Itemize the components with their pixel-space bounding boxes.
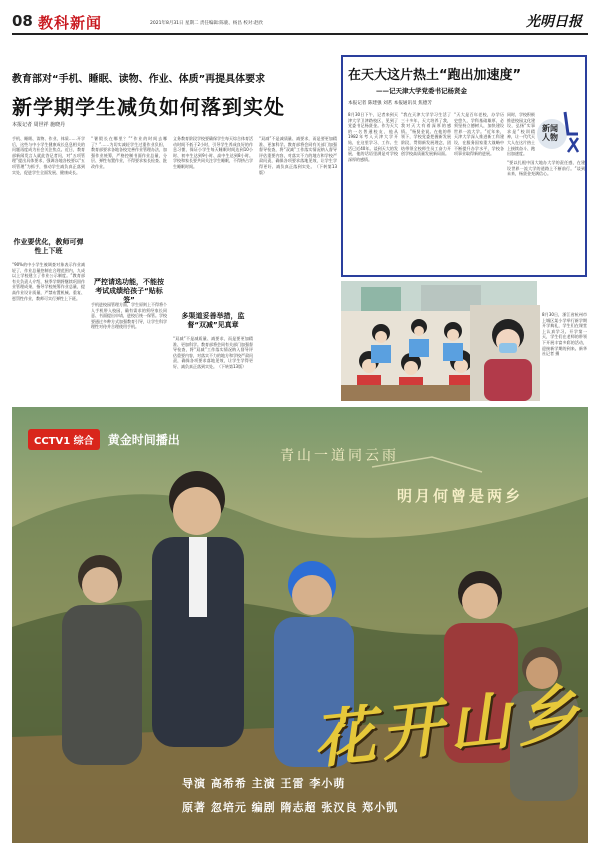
feature-col1-text: 8月30日下午，记者来到天津大学卫津路校区，见到了党委书记杨贤金。作为天大的一名普通校友，他从1982年考入天津大学开始，在这里学习、工作、生活已近40年。谈到天大的发展，他的话语里满是对学校深厚的感情。 bbox=[348, 112, 398, 162]
teacher-photo bbox=[470, 305, 540, 401]
drama-ad bbox=[12, 407, 588, 843]
page-number: 08 bbox=[12, 12, 33, 30]
story-col2-text2: 手机进校园管理方面，学生原则上不得将个人手机带入校园，确有需求的须经家长同意、书面提出申请，进校后统一保管。学校要通过多种方式加强教育引导，让学生科学理性对待并合理使用手机。 bbox=[91, 302, 167, 330]
news-person-stamp bbox=[534, 108, 586, 156]
feature-col3-text: “天大是百年老校，办学历史悠久，学科基础雄厚，必须坚持立德树人，加快建设世界一流大学。”近年来，天津大学深入推进新工科建设，在服务国家重大战略中不断提升办学水平，学校各项事业取得新的进展。 bbox=[454, 112, 504, 157]
ad-tagline-1: 青山一道同云雨 bbox=[280, 448, 399, 464]
masthead-logo: 光明日报 bbox=[526, 14, 582, 30]
feature-subtitle: ——记天津大学党委书记杨贤金 bbox=[376, 87, 467, 95]
ad-credits-1: 导演 高希希 主演 王雷 李小萌 bbox=[182, 777, 346, 790]
issue-meta: 2021年8月31日 星期二 责任编辑:陈鹿、杨昌 校对:赵欣 bbox=[150, 21, 263, 26]
story-subhead-1: 作业要优化，教师可弹性上下班 bbox=[13, 238, 84, 255]
feature-col2-text: “我在天津大学学习生活了三十多年，天大培养了我，我对天大有着深厚的感情。”杨贤金说。在他的带领下，学校党委把握新发展阶段，贯彻新发展理念，团结带领全校师生员工奋力开创学校高质量发展新局面。 bbox=[401, 112, 451, 157]
story-kicker: 教育部对“手机、睡眠、读物、作业、体质”再提具体要求 bbox=[12, 74, 266, 85]
ad-slot: 黄金时间播出 bbox=[107, 433, 180, 447]
ad-tagline-2: 明月何曾是两乡 bbox=[397, 487, 524, 505]
story-headline: 新学期学生减负如何落到实处 bbox=[12, 95, 285, 119]
story-subhead-2: 严控请选功能，不能按考试成绩给孩子“贴标签” bbox=[94, 278, 164, 304]
feature-col4-text: 同时，学校积极推进校园文化建设，弘扬“实事求是”校训精神，让一代代天大人在这片热土上接续奋斗、跑出加速度。 bbox=[507, 112, 535, 157]
story-byline: 本报记者 周世祥 施晓丹 bbox=[12, 122, 66, 128]
section-title: 教科新闻 bbox=[38, 14, 103, 32]
story-subhead-3: 多渠道妥善举措，监督“双减”见真章 bbox=[181, 312, 245, 329]
ad-title: 花开山乡 bbox=[309, 675, 588, 777]
stamp-text: 新闻人物 bbox=[542, 124, 558, 142]
ad-credits-2: 原著 忽培元 编剧 隋志超 张汉良 郑小凯 bbox=[182, 801, 399, 814]
story-col2-text: “暑假长在哪里？”“作业的时间去哪了？”……为切实减轻学生过重作业负担，教育部要求各地各校完善作业管理办法，加强作业统筹，严格控制书面作业总量，分层、弹性布置作业，不得要求家长检查、批改作业。 bbox=[91, 136, 167, 169]
story-col1-text: 手机、睡眠、读物、作业、体质……开学后，这些与中小学生健康成长息息相关的问题再度成为社会关注焦点。近日，教育部新闻发言人就此答记者问，对“五项管理”提出具体要求，强调各地各校要以“五项管理”为抓手，推动学生减负真正落到实处，促进学生全面发展、健康成长。 bbox=[12, 136, 85, 175]
story-col3-text2: “双减”不是减质量、减要求，而是要更加精准、更加科学。教育部将会同有关部门加强督导检查，将“双减”工作落实情况纳入督导评估重要内容，对落实不力的地方和学校严肃问责，确保各项要求落地见效，让学生学得更好、减负真正落到实处。（下转第13版） bbox=[173, 336, 253, 369]
ad-channel-bar bbox=[28, 429, 180, 450]
story-col4-text: “双减”不是减质量、减要求，而是要更加精准、更加科学。教育部将会同有关部门加强督导检查，将“双减”工作落实情况纳入督导评估重要内容，对落实不力的地方和学校严肃问责，确保各项要求落地见效，让学生学得更好、减负真正落到实处。（下转第13版） bbox=[259, 136, 337, 175]
story-col3-text: 义务教育阶段学校要确保学生每天综合体育活动时间不低于2小时，引导学生养成良好的作息习惯，保证小学生每天睡眠时间达到10小时、初中生达到9小时、高中生达到8小时。学校和家长要共同关注学生睡眠，不得挤占学生睡眠时间。 bbox=[173, 136, 253, 169]
feature-byline: 本报记者 陈建强 刘茗 本报通讯员 焦德芳 bbox=[348, 101, 432, 106]
feature-col5-text: “要以扎根中国大地办大学的责任感，在建设世界一流大学的道路上不断前行。”谈到未来，杨贤金充满信心。 bbox=[507, 160, 585, 177]
feature-title: 在天大这片热土“跑出加速度” bbox=[348, 68, 522, 83]
header-rule bbox=[12, 33, 588, 35]
photo-caption: 8月30日，浙江省杭州市上城区某小学举行新学期开学典礼，学生们在课堂上认真学习。开学第一天，学生们在老师的带领下开展丰富多彩的活动，迎接新学期的到来。新华社记者 摄 bbox=[542, 312, 587, 357]
story-col1-text2: “90%的中小学生被调查对象表示作业减轻了，作业总量控制在合理范围内，九成以上学校建立了作业公示制度。”教育部有关负责人介绍，秋季学期将继续巩固作业管理成果，指导学校统筹作业总量，提高作业设计质量，严禁布置机械、重复、惩罚性作业，教师可实行弹性上下班。 bbox=[12, 262, 85, 301]
cctv1-logo: CCTV1 综合 bbox=[28, 429, 100, 450]
